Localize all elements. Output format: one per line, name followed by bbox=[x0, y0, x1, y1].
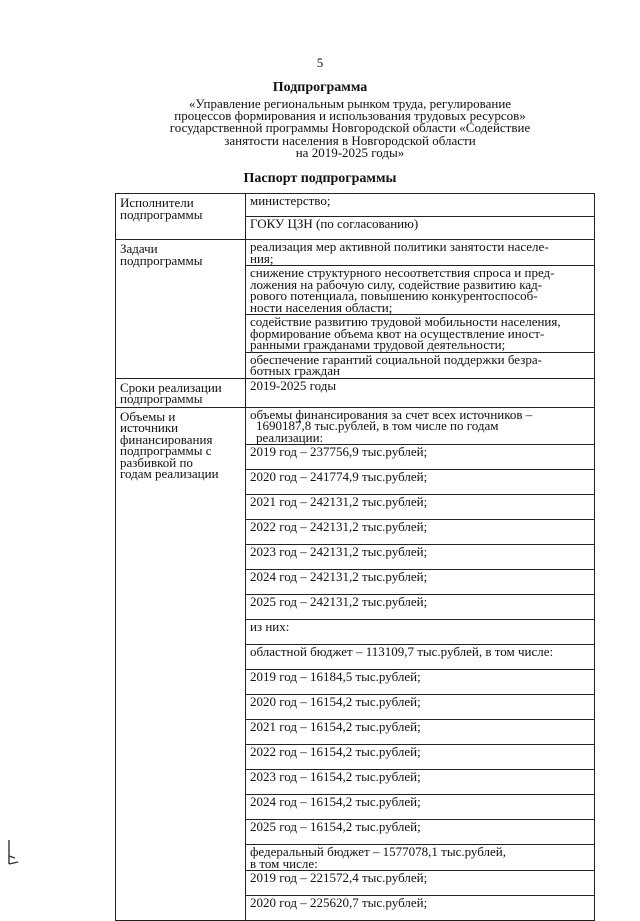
row-label bbox=[116, 194, 246, 240]
value-cell: министерство; bbox=[246, 194, 594, 217]
value-cell: областной бюджет – 113109,7 тыс.рублей, в том числе: bbox=[246, 645, 594, 670]
label-line: разбивкой по bbox=[120, 454, 193, 470]
value-cell: из них: bbox=[246, 620, 594, 645]
row-value bbox=[246, 378, 595, 407]
subprogram-title: Подпрограмма bbox=[272, 80, 368, 95]
value-cell: 2024 год – 16154,2 тыс.рублей; bbox=[246, 795, 594, 820]
row-label bbox=[116, 378, 246, 407]
value-cell: федеральный бюджет – 1577078,1 тыс.рублей, в том числе: bbox=[246, 845, 594, 871]
label-line: финансирования bbox=[120, 431, 213, 447]
value-cell: содействие развитию трудовой мобильности населения, формирование объема квот на осуществление иност- ранными гражданами трудовой деятельности; bbox=[246, 315, 594, 353]
row-label bbox=[116, 240, 246, 379]
row-label bbox=[116, 407, 246, 921]
label-line: подпрограммы с bbox=[120, 443, 212, 458]
row-value bbox=[246, 240, 595, 379]
table-row-terms bbox=[116, 378, 595, 407]
value-cell: 2019 год – 237756,9 тыс.рублей; bbox=[246, 445, 594, 470]
label-line: Исполнители bbox=[120, 195, 194, 210]
value-cell: объемы финансирования за счет всех источников – 1690187,8 тыс.рублей, в том числе по годам реализации: bbox=[246, 408, 594, 446]
value-cell: 2022 год – 16154,2 тыс.рублей; bbox=[246, 745, 594, 770]
passport-table bbox=[115, 193, 595, 921]
value-cell: 2019-2025 годы bbox=[250, 377, 337, 393]
subtitle-line: на 2019-2025 годы» bbox=[295, 144, 405, 160]
value-cell: 2021 год – 242131,2 тыс.рублей; bbox=[246, 495, 594, 520]
value-cell: 2019 год – 16184,5 тыс.рублей; bbox=[246, 670, 594, 695]
subtitle-line: государственной программы Новгородской области «Содействие bbox=[169, 120, 531, 136]
row-value bbox=[246, 194, 595, 240]
value-cell: 2025 год – 16154,2 тыс.рублей; bbox=[246, 820, 594, 845]
passport-title: Паспорт подпрограммы bbox=[243, 171, 397, 186]
table-row-funding bbox=[116, 407, 595, 921]
subtitle-line: занятости населения в Новгородской области bbox=[224, 132, 476, 148]
value-cell: ГОКУ ЦЗН (по согласованию) bbox=[250, 216, 419, 231]
label-line: подпрограммы bbox=[120, 206, 203, 222]
row-value bbox=[246, 407, 595, 921]
value-cell: 2019 год – 221572,4 тыс.рублей; bbox=[246, 871, 594, 896]
value-cell: 2023 год – 242131,2 тыс.рублей; bbox=[246, 545, 594, 570]
label-line: подпрограммы bbox=[120, 252, 203, 268]
label-line: Сроки реализации bbox=[120, 379, 222, 395]
value-cell: 2023 год – 16154,2 тыс.рублей; bbox=[246, 770, 594, 795]
table-row-executors bbox=[116, 194, 595, 240]
value-cell: обеспечение гарантий социальной поддержки безра- ботных граждан bbox=[250, 351, 542, 378]
subprogram-subtitle bbox=[150, 98, 550, 159]
subtitle-line: процессов формирования и использования трудовых ресурсов» bbox=[174, 108, 526, 124]
value-cell: 2022 год – 242131,2 тыс.рублей; bbox=[246, 520, 594, 545]
label-line: источники bbox=[120, 420, 179, 435]
table-row-tasks bbox=[116, 240, 595, 379]
label-line: подпрограммы bbox=[120, 391, 203, 406]
label-line: годам реализации bbox=[120, 466, 219, 481]
value-cell: 2020 год – 225620,7 тыс.рублей; bbox=[250, 895, 428, 910]
value-cell: снижение структурного несоответствия спроса и пред- ложения на рабочую силу, содействие развитию кад- рового потенциала, повышению конкурентоспособ- ности населения области; bbox=[246, 266, 594, 315]
page-number: 5 bbox=[316, 55, 324, 70]
value-cell: реализация мер активной политики занятости населе- ния; bbox=[246, 240, 594, 266]
value-cell: 2020 год – 16154,2 тыс.рублей; bbox=[246, 695, 594, 720]
value-cell: 2024 год – 242131,2 тыс.рублей; bbox=[246, 570, 594, 595]
value-cell: 2020 год – 241774,9 тыс.рублей; bbox=[246, 470, 594, 495]
value-cell: 2021 год – 16154,2 тыс.рублей; bbox=[246, 720, 594, 745]
label-line: Задачи bbox=[120, 241, 158, 256]
margin-mark-icon bbox=[6, 838, 22, 868]
value-cell: 2025 год – 242131,2 тыс.рублей; bbox=[246, 595, 594, 620]
label-line: Объемы и bbox=[120, 408, 176, 424]
subtitle-line: «Управление региональным рынком труда, регулирование bbox=[188, 96, 512, 111]
